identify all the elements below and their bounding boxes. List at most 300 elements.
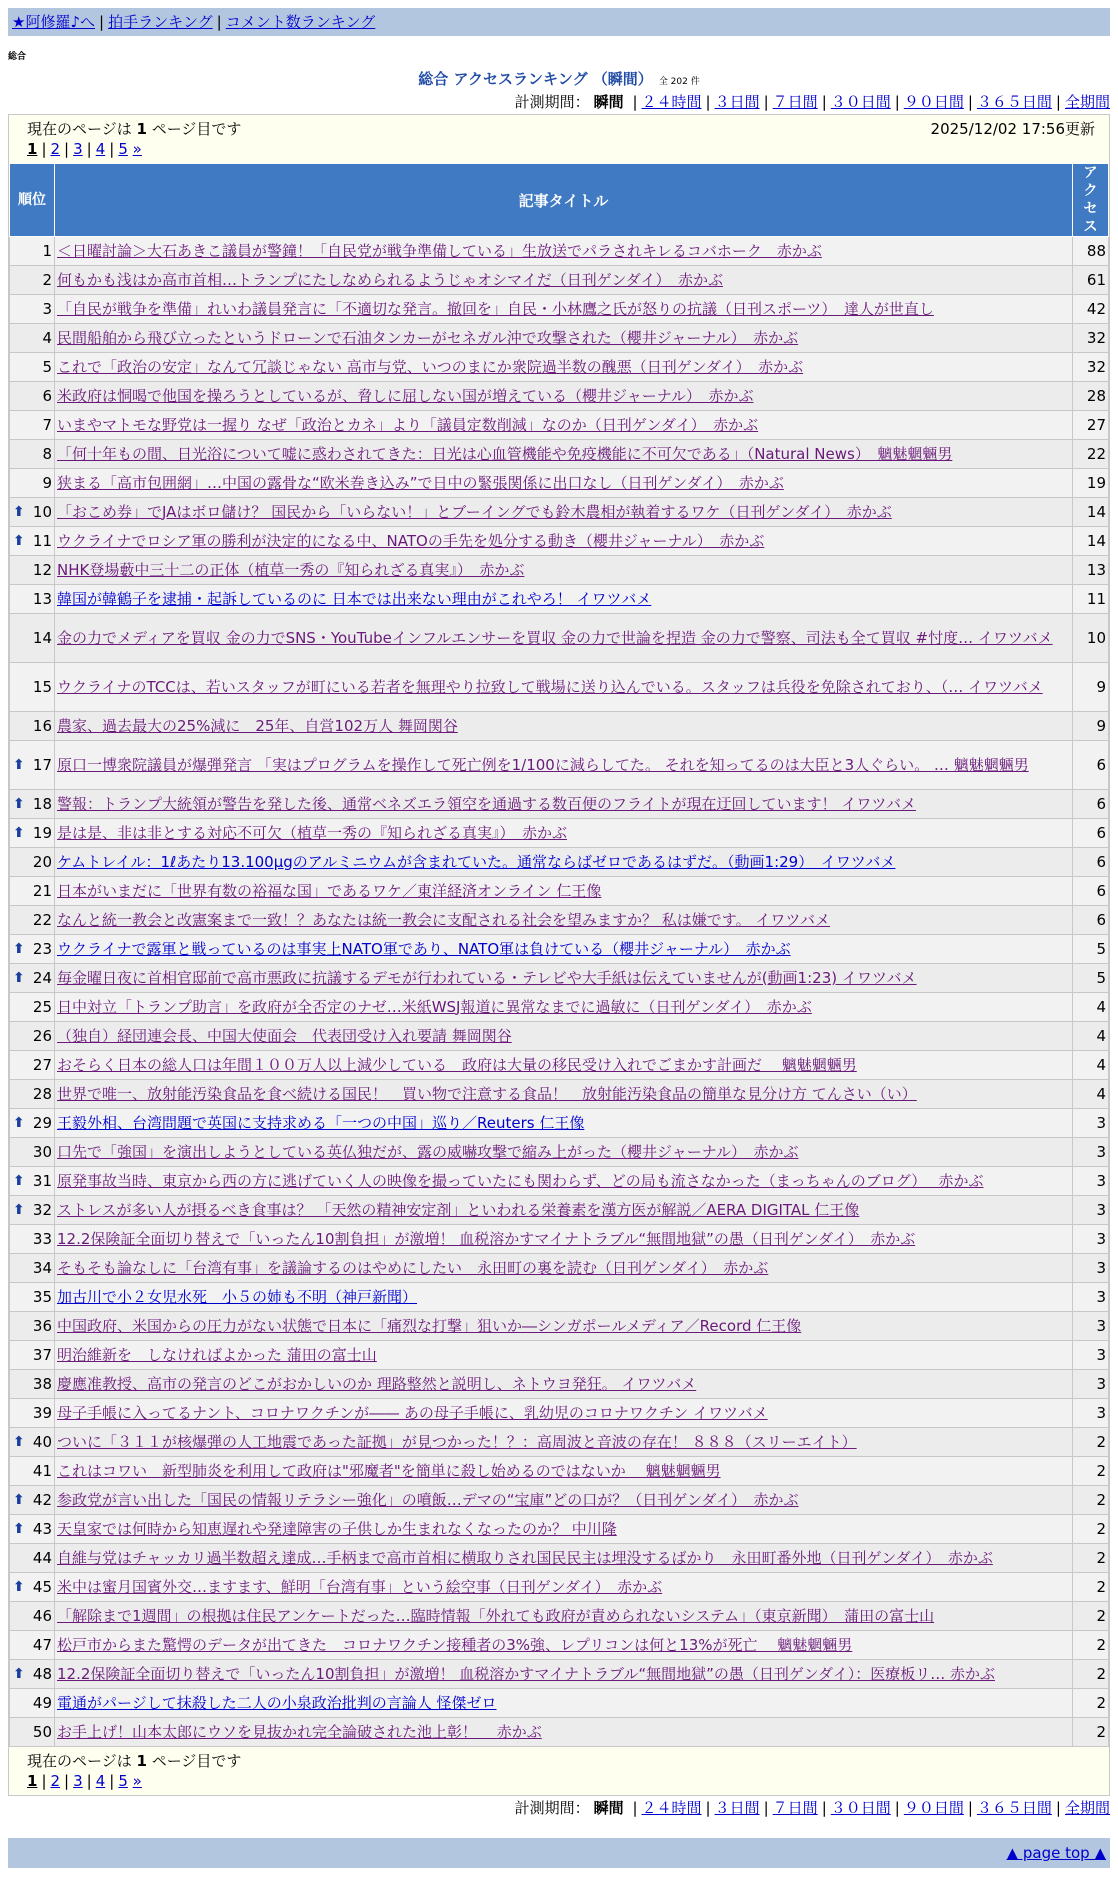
applause-ranking-link[interactable]: 拍手ランキング (108, 13, 213, 31)
rank-number: 3 (42, 300, 52, 318)
pager-bottom (9, 1747, 1109, 1795)
title-cell (55, 1689, 1073, 1718)
rank-cell (10, 1689, 55, 1718)
access-count: 2 (1073, 1544, 1109, 1573)
title-cell (55, 741, 1073, 790)
title-cell (55, 1660, 1073, 1689)
period-label: 計測期間： (514, 93, 590, 111)
rank-number: 38 (32, 1375, 52, 1393)
article-title-link[interactable]: NHK登場藪中三十二の正体（植草一秀の『知られざる真実』） 赤かぶ (57, 560, 525, 579)
access-count: 32 (1073, 353, 1109, 382)
article-title-link[interactable]: 「おこめ券」でJAはボロ儲け？ 国民から「いらない！」とブーイングでも鈴木農相が執着するワケ（日刊ゲンダイ） 赤かぶ (57, 502, 892, 521)
article-title-link[interactable]: 毎金曜日夜に首相官邸前で高市悪政に抗議するデモが行われている・テレビや大手紙は伝えていませんが(動画1:23) イワツバメ (57, 968, 917, 987)
period-selector-top (8, 90, 1110, 114)
period-separator: | (894, 1799, 900, 1817)
period-link[interactable]: ３０日間 (830, 93, 891, 111)
rank-cell (10, 790, 55, 819)
rank-number: 41 (32, 1462, 52, 1480)
title-cell (55, 527, 1073, 556)
article-title-link[interactable]: 米政府は恫喝で他国を操ろうとしているが、脅しに屈しない国が増えている（櫻井ジャーナル） 赤かぶ (57, 386, 754, 405)
access-count: 3 (1073, 1138, 1109, 1167)
table-row (10, 1660, 1109, 1689)
header-rank: 順位 (10, 164, 55, 237)
period-link[interactable]: ３０日間 (830, 1799, 891, 1817)
title-cell (55, 993, 1073, 1022)
period-label: 計測期間： (514, 1799, 590, 1817)
rank-number: 11 (32, 532, 52, 550)
article-title-link[interactable]: 12.2保険証全面切り替えで「いったん10割負担」が激増！ 血税溶かすマイナトラブル“無間地獄”の愚（日刊ゲンダイ）：医療板リ… 赤かぶ (57, 1664, 995, 1683)
table-row (10, 1486, 1109, 1515)
title-cell (55, 1312, 1073, 1341)
pager-page-link[interactable]: 3 (73, 1772, 83, 1790)
period-current: 瞬間 (593, 93, 624, 111)
title-cell (55, 877, 1073, 906)
rank-number: 49 (32, 1694, 52, 1712)
access-count: 6 (1073, 741, 1109, 790)
period-separator: | (894, 93, 900, 111)
access-count: 2 (1073, 1631, 1109, 1660)
title-cell (55, 848, 1073, 877)
comment-ranking-link[interactable]: コメント数ランキング (225, 13, 376, 31)
period-separator: | (1055, 93, 1061, 111)
rank-number: 33 (32, 1230, 52, 1248)
rank-cell (10, 1225, 55, 1254)
access-count: 6 (1073, 819, 1109, 848)
period-link[interactable]: ２４時間 (641, 93, 702, 111)
article-title-link[interactable]: 世界で唯一、放射能汚染食品を食べ続ける国民！ 買い物で注意する食品！ 放射能汚染食品の簡単な見分け方 てんさい（い） (57, 1084, 917, 1103)
pager-page-link[interactable]: 2 (50, 1772, 61, 1790)
pager-separator: | (41, 1772, 47, 1790)
header-title: 記事タイトル (55, 164, 1073, 237)
access-count: 2 (1073, 1660, 1109, 1689)
pager-page-link[interactable]: 3 (73, 140, 83, 158)
access-count: 6 (1073, 877, 1109, 906)
article-title-link[interactable]: 狭まる「高市包囲網」…中国の露骨な“欧米巻き込み”で日中の緊張関係に出口なし（日刊ゲンダイ） 赤かぶ (57, 473, 784, 492)
period-separator: | (705, 1799, 711, 1817)
page-top-link[interactable]: ▲ page top ▲ (1006, 1844, 1106, 1862)
rank-up-arrow-icon: ⬆ (13, 1434, 25, 1450)
article-title-link[interactable]: これで「政治の安定」なんて冗談じゃない 高市与党、いつのまにか衆院過半数の醜悪（日刊ゲンダイ） 赤かぶ (57, 357, 804, 376)
period-link[interactable]: 全期間 (1064, 1799, 1110, 1817)
access-count: 14 (1073, 498, 1109, 527)
title-cell (55, 1341, 1073, 1370)
period-links (628, 93, 1110, 111)
access-count: 27 (1073, 411, 1109, 440)
rank-up-arrow-icon: ⬆ (13, 533, 25, 549)
title-cell (55, 1544, 1073, 1573)
pager-links (27, 1771, 1095, 1791)
rank-number: 22 (32, 911, 52, 929)
pager-next-link[interactable]: » (132, 140, 142, 158)
article-title-link[interactable]: お手上げ！山本太郎にウソを見抜かれ完全論破された池上彰！ 赤かぶ (57, 1722, 542, 1741)
pager-links (27, 139, 1095, 159)
article-title-link[interactable]: ケムトレイル：1ℓあたり13.100μgのアルミニウムが含まれていた。通常ならばゼロであるはずだ。（動画1:29） イワツバメ (57, 852, 896, 871)
article-title-link[interactable]: 日本がいまだに「世界有数の裕福な国」であるワケ／東洋経済オンライン 仁王像 (57, 881, 602, 900)
table-header-row (10, 164, 1109, 237)
rank-cell (10, 1341, 55, 1370)
access-count: 5 (1073, 935, 1109, 964)
period-link[interactable]: ３日間 (714, 1799, 760, 1817)
article-title-link[interactable]: 金の力でメディアを買収 金の力でSNS・YouTubeインフルエンサーを買収 金の力で世論を捏造 金の力で警察、司法も全て買収 #忖度… イワツバメ (57, 628, 1053, 647)
pager-next-link[interactable]: » (132, 1772, 142, 1790)
ranking-title: 総合 アクセスランキング （瞬間） (418, 70, 653, 88)
title-cell (55, 1428, 1073, 1457)
title-cell (55, 469, 1073, 498)
period-link[interactable]: ９０日間 (903, 93, 964, 111)
table-row (10, 1457, 1109, 1486)
period-link[interactable]: ２４時間 (641, 1799, 702, 1817)
table-row (10, 790, 1109, 819)
title-cell (55, 819, 1073, 848)
period-separator: | (821, 1799, 827, 1817)
article-title-link[interactable]: 慶應准教授、高市の発言のどこがおかしいのか 理路整然と説明し、ネトウヨ発狂。 イワツバメ (57, 1374, 697, 1393)
article-title-link[interactable]: 口先で「強国」を演出しようとしている英仏独だが、露の威嚇攻撃で縮み上がった（櫻井ジャーナル） 赤かぶ (57, 1142, 799, 1161)
access-count: 3 (1073, 1399, 1109, 1428)
table-row (10, 1573, 1109, 1602)
access-count: 5 (1073, 964, 1109, 993)
rank-cell (10, 1196, 55, 1225)
footer-bar (8, 1838, 1110, 1868)
article-title-link[interactable]: ついに「３１１が核爆弾の人工地震であった証拠」が見つかった！？：高周波と音波の存在！ ８８８（スリーエイト） (57, 1432, 857, 1451)
article-title-link[interactable]: 明治維新を しなければよかった 蒲田の富士山 (57, 1345, 377, 1364)
rank-number: 10 (32, 503, 52, 521)
rank-cell (10, 1138, 55, 1167)
title-cell (55, 1718, 1073, 1747)
table-row (10, 1399, 1109, 1428)
rank-up-arrow-icon: ⬆ (13, 970, 25, 986)
rank-cell (10, 440, 55, 469)
article-title-link[interactable]: 原発事故当時、東京から西の方に逃げていく人の映像を撮っていたにも関わらず、どの局も流さなかった（まっちゃんのブログ） 赤かぶ (57, 1171, 984, 1190)
ranking-table-body (10, 237, 1109, 1747)
title-cell (55, 498, 1073, 527)
table-row (10, 295, 1109, 324)
title-cell (55, 266, 1073, 295)
rank-up-arrow-icon: ⬆ (13, 825, 25, 841)
period-separator: | (967, 93, 973, 111)
period-separator: | (967, 1799, 973, 1817)
table-row (10, 1515, 1109, 1544)
rank-number: 45 (32, 1578, 52, 1596)
title-cell (55, 614, 1073, 663)
title-cell (55, 295, 1073, 324)
rank-number: 1 (42, 242, 52, 260)
rank-number: 5 (42, 358, 52, 376)
title-cell (55, 1138, 1073, 1167)
table-row (10, 266, 1109, 295)
period-link[interactable]: ７日間 (772, 1799, 818, 1817)
article-title-link[interactable]: 農家、過去最大の25%減に 25年、自営102万人 舞岡関谷 (57, 716, 458, 735)
article-title-link[interactable]: 「何十年もの間、日光浴について嘘に惑わされてきた：日光は心血管機能や免疫機能に不可欠である」（Natural News） 魑魅魍魎男 (57, 444, 953, 463)
table-row (10, 935, 1109, 964)
access-count: 28 (1073, 382, 1109, 411)
period-link[interactable]: ７日間 (772, 93, 818, 111)
rank-number: 28 (32, 1085, 52, 1103)
table-row (10, 1312, 1109, 1341)
access-count: 2 (1073, 1602, 1109, 1631)
table-row (10, 469, 1109, 498)
access-count: 6 (1073, 848, 1109, 877)
table-row (10, 237, 1109, 266)
article-title-link[interactable]: なんと統一教会と改憲案まで一致！？あなたは統一教会に支配される社会を望みますか？ 私は嫌です。 イワツバメ (57, 910, 831, 929)
table-row (10, 585, 1109, 614)
header-access: アクセス (1073, 164, 1109, 237)
rank-number: 19 (32, 824, 52, 842)
title-cell (55, 790, 1073, 819)
rank-cell (10, 1660, 55, 1689)
access-count: 2 (1073, 1486, 1109, 1515)
table-row (10, 741, 1109, 790)
access-count: 32 (1073, 324, 1109, 353)
rank-cell (10, 1573, 55, 1602)
article-title-link[interactable]: 松戸市からまた驚愕のデータが出てきた コロナワクチン接種者の3%強、レプリコンは何と13%が死亡 魑魅魍魎男 (57, 1635, 853, 1654)
pager-top (9, 115, 1109, 163)
pager-page-link[interactable]: 5 (118, 1772, 128, 1790)
access-count: 3 (1073, 1283, 1109, 1312)
rank-number: 4 (42, 329, 52, 347)
rank-cell (10, 712, 55, 741)
rank-cell (10, 1718, 55, 1747)
table-row (10, 964, 1109, 993)
pager-separator: | (64, 140, 70, 158)
ranking-table (9, 163, 1109, 1747)
rank-number: 23 (32, 940, 52, 958)
article-title-link[interactable]: 自維与党はチャッカリ過半数超え達成…手柄まで高市首相に横取りされ国民民主は埋没するばかり 永田町番外地（日刊ゲンダイ） 赤かぶ (57, 1548, 993, 1567)
article-title-link[interactable]: 原口一博衆院議員が爆弾発言 「実はプログラムを操作して死亡例を1/100に減らしてた。 それを知ってるのは大臣と3人ぐらい。 … 魑魅魍魎男 (57, 755, 1029, 774)
article-title-link[interactable]: そもそも論なしに「台湾有事」を議論するのはやめにしたい 永田町の裏を読む（日刊ゲンダイ） 赤かぶ (57, 1258, 769, 1277)
access-count: 3 (1073, 1312, 1109, 1341)
period-separator: | (632, 1799, 638, 1817)
article-title-link[interactable]: 12.2保険証全面切り替えで「いったん10割負担」が激増！ 血税溶かすマイナトラブル“無間地獄”の愚（日刊ゲンダイ） 赤かぶ (57, 1229, 916, 1248)
rank-cell (10, 906, 55, 935)
pager-separator: | (109, 140, 115, 158)
rank-number: 6 (42, 387, 52, 405)
rank-number: 48 (32, 1665, 52, 1683)
table-row (10, 1138, 1109, 1167)
home-link[interactable]: ★阿修羅♪へ (12, 13, 96, 31)
article-title-link[interactable]: おそらく日本の総人口は年間１００万人以上減少している 政府は大量の移民受け入れでごまかす計画だ 魑魅魍魎男 (57, 1055, 857, 1074)
rank-cell (10, 1486, 55, 1515)
page-status-prefix: 現在のページは (27, 1752, 132, 1770)
article-title-link[interactable]: （独自）経団連会長、中国大使面会 代表団受け入れ要請 舞岡関谷 (57, 1026, 512, 1045)
table-row (10, 498, 1109, 527)
access-count: 88 (1073, 237, 1109, 266)
rank-cell (10, 935, 55, 964)
article-title-link[interactable]: 日中対立「トランプ助言」を政府が全否定のナゼ…米紙WSJ報道に異常なまでに過敏に（日刊ゲンダイ） 赤かぶ (57, 997, 812, 1016)
article-title-link[interactable]: ウクライナでロシア軍の勝利が決定的になる中、NATOの手先を処分する動き（櫻井ジャーナル） 赤かぶ (57, 531, 765, 550)
access-count: 42 (1073, 295, 1109, 324)
title-cell (55, 411, 1073, 440)
table-row (10, 1283, 1109, 1312)
table-row (10, 1631, 1109, 1660)
period-link[interactable]: ３６５日間 (976, 93, 1052, 111)
title-cell (55, 1631, 1073, 1660)
pager-page-link[interactable]: 4 (95, 1772, 106, 1790)
rank-up-arrow-icon: ⬆ (13, 757, 25, 773)
pager-page-link[interactable]: 2 (50, 140, 61, 158)
rank-number: 15 (32, 678, 52, 696)
title-cell (55, 1486, 1073, 1515)
period-link[interactable]: ３６５日間 (976, 1799, 1052, 1817)
access-count: 4 (1073, 1080, 1109, 1109)
rank-number: 37 (32, 1346, 52, 1364)
rank-number: 2 (42, 271, 52, 289)
article-title-link[interactable]: 電通がパージして抹殺した二人の小泉政治批判の言論人 怪傑ゼロ (57, 1693, 497, 1712)
table-row (10, 1167, 1109, 1196)
access-count: 3 (1073, 1167, 1109, 1196)
rank-cell (10, 614, 55, 663)
table-row (10, 324, 1109, 353)
rank-cell (10, 1515, 55, 1544)
access-count: 13 (1073, 556, 1109, 585)
rank-number: 39 (32, 1404, 52, 1422)
rank-cell (10, 1457, 55, 1486)
title-cell (55, 1254, 1073, 1283)
access-count: 10 (1073, 614, 1109, 663)
rank-number: 17 (32, 756, 52, 774)
rank-number: 25 (32, 998, 52, 1016)
title-cell (55, 1457, 1073, 1486)
page-status-prefix: 現在のページは (27, 120, 132, 138)
access-count: 3 (1073, 1196, 1109, 1225)
table-row (10, 440, 1109, 469)
pager-separator: | (41, 140, 47, 158)
rank-cell (10, 237, 55, 266)
rank-cell (10, 353, 55, 382)
table-row (10, 1051, 1109, 1080)
access-count: 3 (1073, 1254, 1109, 1283)
page-status-suffix: ページ目です (151, 1752, 242, 1770)
article-title-link[interactable]: 王毅外相、台湾問題で英国に支持求める「一つの中国」巡り／Reuters 仁王像 (57, 1113, 585, 1132)
access-count: 11 (1073, 585, 1109, 614)
rank-number: 12 (32, 561, 52, 579)
pager-current-page[interactable]: 1 (27, 140, 38, 158)
article-title-link[interactable]: これはコワい 新型肺炎を利用して政府は"邪魔者"を簡単に殺し始めるのではないか 魑魅魍魎男 (57, 1461, 721, 1480)
pager-page-link[interactable]: 4 (95, 140, 106, 158)
table-row (10, 411, 1109, 440)
title-cell (55, 237, 1073, 266)
category-tag: 総合 (8, 52, 27, 62)
rank-number: 47 (32, 1636, 52, 1654)
period-separator: | (763, 93, 769, 111)
rank-number: 35 (32, 1288, 52, 1306)
page-status-suffix: ページ目です (151, 120, 242, 138)
title-cell (55, 324, 1073, 353)
rank-number: 20 (32, 853, 52, 871)
rank-number: 40 (32, 1433, 52, 1451)
article-title-link[interactable]: 天皇家では何時から知恵遅れや発達障害の子供しか生まれなくなったのか？ 中川隆 (57, 1519, 617, 1538)
rank-number: 7 (42, 416, 52, 434)
article-title-link[interactable]: 加古川で小２女児水死 小５の姉も不明（神戸新聞） (57, 1287, 418, 1306)
article-title-link[interactable]: 中国政府、米国からの圧力がない状態で日本に「痛烈な打撃」狙いか―シンガポールメディア／Record 仁王像 (57, 1316, 802, 1335)
article-title-link[interactable]: 「自民が戦争を準備」れいわ議員発言に「不適切な発言。撤回を」自民・小林鷹之氏が怒りの抗議（日刊スポーツ） 達人が世直し (57, 299, 934, 318)
rank-up-arrow-icon: ⬆ (13, 1492, 25, 1508)
table-row (10, 382, 1109, 411)
access-count: 4 (1073, 1051, 1109, 1080)
article-title-link[interactable]: 是は是、非は非とする対応不可欠（植草一秀の『知られざる真実』） 赤かぶ (57, 823, 568, 842)
table-row (10, 1602, 1109, 1631)
page-status-number: 1 (136, 1752, 147, 1770)
access-count: 2 (1073, 1428, 1109, 1457)
article-title-link[interactable]: ストレスが多い人が摂るべき食事は？ 「天然の精神安定剤」といわれる栄養素を漢方医が解説／AERA DIGITAL 仁王像 (57, 1200, 860, 1219)
article-title-link[interactable]: ウクライナのTCCは、若いスタッフが町にいる若者を無理やり拉致して戦場に送り込んでいる。スタッフは兵役を免除されており、（… イワツバメ (57, 677, 1043, 696)
rank-number: 31 (32, 1172, 52, 1190)
rank-cell (10, 498, 55, 527)
rank-number: 29 (32, 1114, 52, 1132)
rank-number: 18 (32, 795, 52, 813)
pager-page-link[interactable]: 5 (118, 140, 128, 158)
article-title-link[interactable]: 何もかも浅はか高市首相…トランプにたしなめられるようじゃオシマイだ（日刊ゲンダイ） 赤かぶ (57, 270, 724, 289)
table-row (10, 1544, 1109, 1573)
rank-number: 34 (32, 1259, 52, 1277)
title-cell (55, 1080, 1073, 1109)
rank-cell (10, 1254, 55, 1283)
table-row (10, 906, 1109, 935)
title-cell (55, 1225, 1073, 1254)
article-title-link[interactable]: 米中は蜜月国賓外交…ますます、鮮明「台湾有事」という絵空事（日刊ゲンダイ） 赤かぶ (57, 1577, 663, 1596)
table-row (10, 1022, 1109, 1051)
rank-cell (10, 324, 55, 353)
article-title-link[interactable]: 韓国が韓鶴子を逮捕・起訴しているのに 日本では出来ない理由がこれやろ！ イワツバメ (57, 589, 652, 608)
article-title-link[interactable]: ウクライナで露軍と戦っているのは事実上NATO軍であり、NATO軍は負けている（櫻井ジャーナル） 赤かぶ (57, 939, 791, 958)
rank-up-arrow-icon: ⬆ (13, 504, 25, 520)
access-count: 9 (1073, 663, 1109, 712)
rank-cell (10, 1167, 55, 1196)
period-link[interactable]: 全期間 (1064, 93, 1110, 111)
pager-current-page[interactable]: 1 (27, 1772, 38, 1790)
rank-cell (10, 1080, 55, 1109)
updated-timestamp: 2025/12/02 17:56更新 (930, 120, 1095, 138)
rank-cell (10, 266, 55, 295)
article-title-link[interactable]: 警報：トランプ大統領が警告を発した後、通常ベネズエラ領空を通過する数百便のフライトが現在迂回しています！ イワツバメ (57, 794, 917, 813)
table-row (10, 556, 1109, 585)
table-row (10, 993, 1109, 1022)
table-row (10, 1689, 1109, 1718)
article-title-link[interactable]: ＜日曜討論＞大石あきこ議員が警鐘！「自民党が戦争準備している」生放送でパラされキレるコバホーク 赤かぶ (57, 241, 822, 260)
title-cell (55, 353, 1073, 382)
article-title-link[interactable]: 母子手帳に入ってるナント、コロナワクチンが―― あの母子手帳に、乳幼児のコロナワクチン イワツバメ (57, 1403, 768, 1422)
period-link[interactable]: ９０日間 (903, 1799, 964, 1817)
access-count: 2 (1073, 1718, 1109, 1747)
article-title-link[interactable]: 民間船舶から飛び立ったというドローンで石油タンカーがセネガル沖で攻撃された（櫻井ジャーナル） 赤かぶ (57, 328, 799, 347)
access-count: 2 (1073, 1689, 1109, 1718)
rank-number: 9 (42, 474, 52, 492)
nav-separator: | (99, 13, 105, 31)
access-count: 3 (1073, 1109, 1109, 1138)
rank-number: 14 (32, 629, 52, 647)
table-row (10, 1428, 1109, 1457)
period-separator: | (705, 93, 711, 111)
rank-number: 30 (32, 1143, 52, 1161)
title-cell (55, 906, 1073, 935)
title-cell (55, 1022, 1073, 1051)
article-title-link[interactable]: いまやマトモな野党は一握り なぜ「政治とカネ」より「議員定数削減」なのか（日刊ゲンダイ） 赤かぶ (57, 415, 759, 434)
access-count: 6 (1073, 906, 1109, 935)
rank-cell (10, 1399, 55, 1428)
rank-up-arrow-icon: ⬆ (13, 1115, 25, 1131)
rank-up-arrow-icon: ⬆ (13, 1666, 25, 1682)
period-link[interactable]: ３日間 (714, 93, 760, 111)
article-title-link[interactable]: 「解除まで1週間」の根拠は住民アンケートだった…臨時情報「外れても政府が責められないシステム」（東京新聞） 蒲田の富士山 (57, 1606, 935, 1625)
pager-separator: | (109, 1772, 115, 1790)
table-row (10, 614, 1109, 663)
article-title-link[interactable]: 参政党が言い出した「国民の情報リテラシー強化」の噴飯…デマの“宝庫”どの口が？（日刊ゲンダイ） 赤かぶ (57, 1490, 799, 1509)
page-status-number: 1 (136, 120, 147, 138)
rank-number: 16 (32, 717, 52, 735)
access-count: 3 (1073, 1370, 1109, 1399)
title-cell (55, 1196, 1073, 1225)
table-row (10, 1080, 1109, 1109)
title-cell (55, 712, 1073, 741)
